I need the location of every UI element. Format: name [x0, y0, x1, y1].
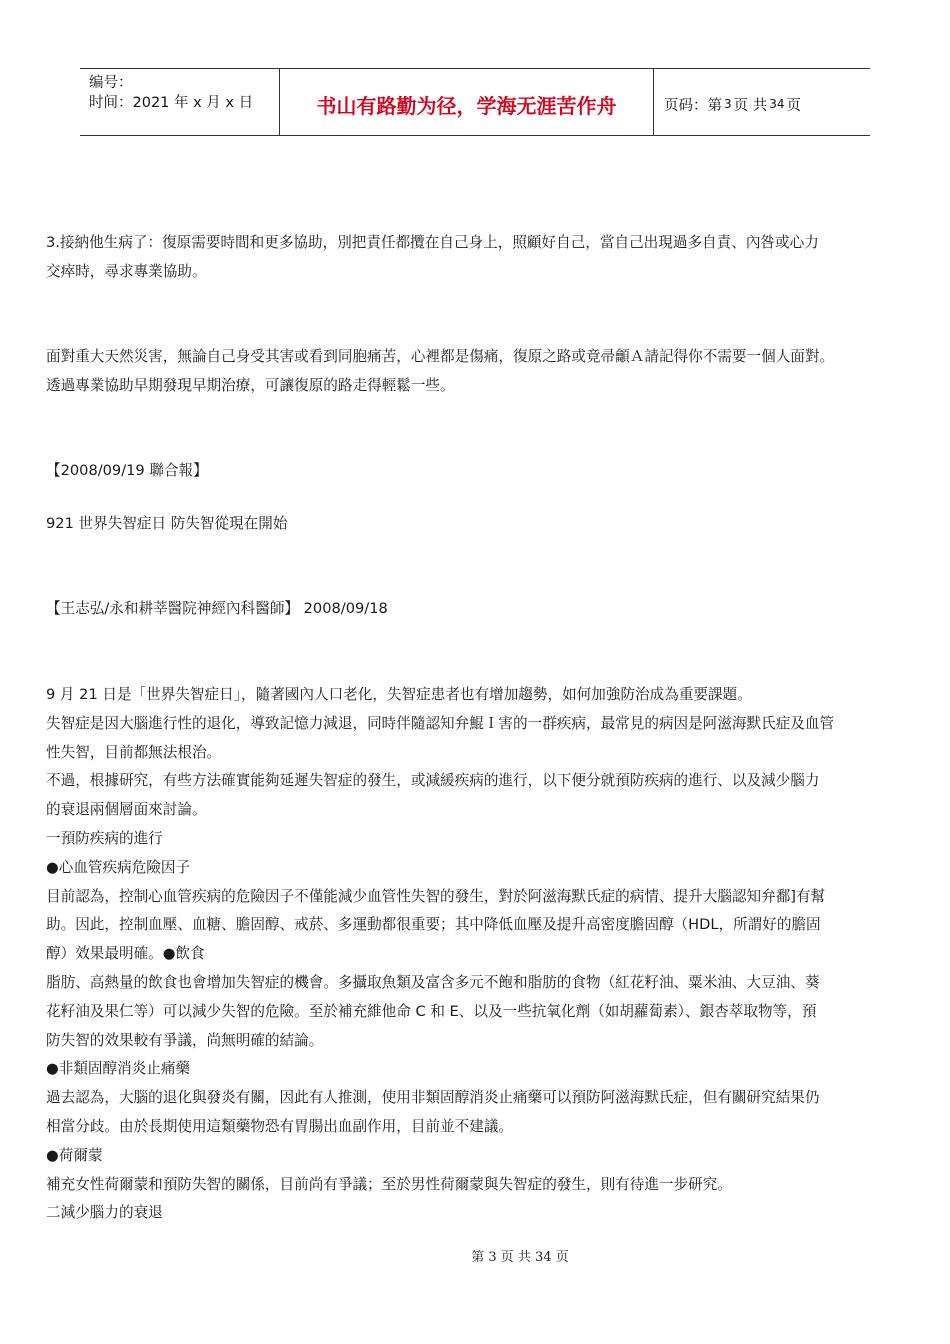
source-line: 【2008/09/19 聯合報】	[46, 462, 208, 479]
page-header	[80, 68, 870, 136]
article-line: ●荷爾蒙	[46, 1146, 103, 1164]
document-date: 时间：2021 年 x 月 x 日	[89, 95, 254, 111]
article-line: 補充女性荷爾蒙和預防失智的關係，目前尚有爭議；至於男性荷爾蒙與失智症的發生，則有待進一步研究。	[46, 1175, 732, 1193]
header-meta	[80, 69, 280, 135]
article-line: ●非類固醇消炎止痛藥	[46, 1060, 191, 1078]
paragraph-line: 交瘁時，尋求專業協助。	[46, 263, 207, 280]
paragraph-line: 透過專業協助早期發現早期治療，可讓復原的路走得輕鬆一些。	[46, 377, 455, 394]
article-line: 性失智，目前都無法根治。	[46, 743, 222, 761]
article-line: 防失智的效果較有爭議，尚無明確的結論。	[46, 1031, 324, 1049]
article-line: 花籽油及果仁等）可以減少失智的危險。至於補充維他命 C 和 E、以及一些抗氧化劑（如胡蘿蔔素）、銀杏萃取物等，預	[46, 1002, 817, 1020]
article-line: 9 月 21 日是「世界失智症日」，隨著國內人口老化，失智症患者也有增加趨勢，如何加強防治成為重要課題。	[46, 686, 752, 703]
paragraph-line: 面對重大天然災害，無論自己身受其害或看到同胞痛苦，心裡都是傷痛，復原之路或竟帚龥Ａ請記得你不需要一個人面對。	[46, 348, 835, 365]
article-line: 醇）效果最明確。●飲食	[46, 945, 205, 963]
header-motto: 书山有路勤为径，学海无涯苦作舟	[280, 69, 654, 135]
document-number-label: 编号：	[89, 75, 133, 91]
article-line: 一預防疾病的進行	[46, 830, 163, 847]
article-line: 二減少腦力的衰退	[46, 1204, 163, 1222]
article-line: 失智症是因大腦進行性的退化，導致記憶力減退，同時伴隨認知弁鯤Ｉ害的一群疾病，最常見的病因是阿滋海默氏症及血管	[46, 714, 835, 732]
author-line: 【王志弘/永和耕莘醫院神經內科醫師】 2008/09/18	[46, 600, 388, 617]
page-suffix: 页	[786, 97, 802, 114]
page-total: 34	[769, 97, 785, 111]
article-line: 的衰退兩個層面來討論。	[46, 801, 207, 819]
page-mid: 页 共	[733, 97, 768, 114]
header-page-info	[654, 69, 870, 135]
article-line: 目前認為，控制心血管疾病的危險因子不僅能減少血管性失智的發生，對於阿滋海默氏症的病情、提升大腦認知弁鄱]有幫	[46, 887, 826, 905]
article-line: 不過，根據研究，有些方法確實能夠延遲失智症的發生，或減緩疾病的進行，以下便分就預防疾病的進行、以及減少腦力	[46, 772, 820, 790]
article-line: 助。因此，控制血壓、血糖、膽固醇、戒菸、多運動都很重要；其中降低血壓及提升高密度膽固醇（HDL，所謂好的膽固	[46, 916, 821, 934]
article-headline: 921 世界失智症日 防失智從現在開始	[46, 515, 288, 532]
page-current: 3	[724, 97, 732, 111]
article-line: ●心血管疾病危險因子	[46, 858, 191, 876]
paragraph-line: 3.接納他生病了：復原需要時間和更多協助，別把責任都攬在自己身上，照顧好自己，當自己出現過多自責、內咎或心力	[46, 234, 819, 251]
page-prefix: 页码：第	[664, 97, 722, 114]
article-line: 過去認為，大腦的退化與發炎有關，因此有人推測，使用非類固醇消炎止痛藥可以預防阿滋海默氏症，但有關研究結果仍	[46, 1089, 820, 1107]
article-line: 相當分歧。由於長期使用這類藥物恐有胃腸出血副作用，目前並不建議。	[46, 1118, 514, 1135]
page-footer: 第 3 页 共 34 页	[471, 1250, 569, 1265]
article-line: 脂肪、高熱量的飲食也會增加失智症的機會。多攝取魚類及富含多元不飽和脂肪的食物（紅花籽油、粟米油、大豆油、葵	[46, 974, 820, 991]
